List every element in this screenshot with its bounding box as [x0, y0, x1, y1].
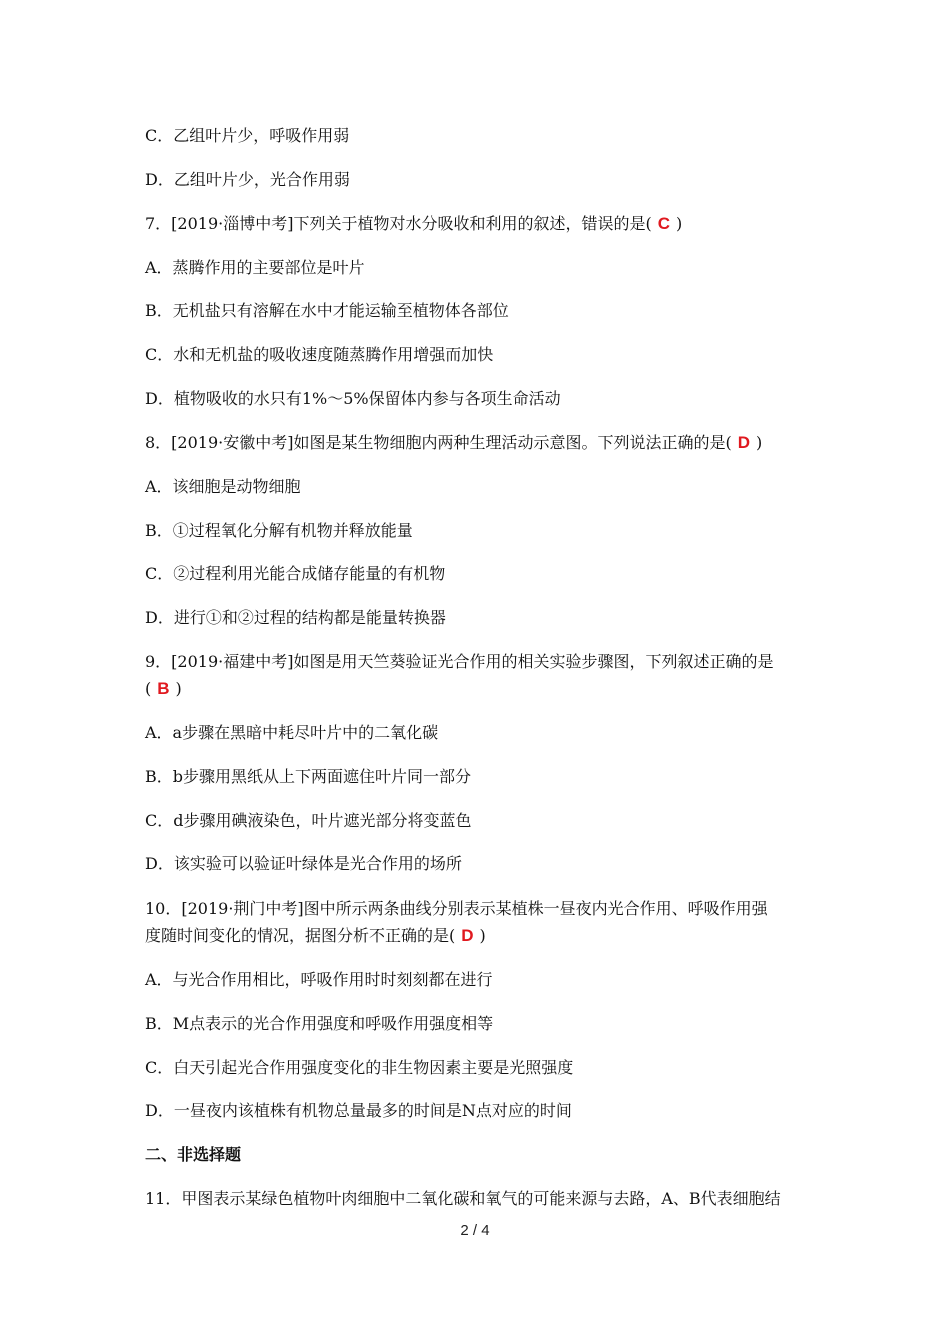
q9-answer: B	[157, 679, 170, 698]
q9-close: )	[175, 679, 182, 698]
q7-close: )	[676, 214, 683, 233]
q9-stem-answer	[145, 677, 815, 701]
q7-stem-text: 7．[2019·淄博中考]下列关于植物对水分吸收和利用的叙述，错误的是(	[145, 214, 652, 233]
q10-stem-line1: 10．[2019·荆门中考]图中所示两条曲线分别表示某植株一昼夜内光合作用、呼吸作用强	[145, 899, 768, 918]
q8-close: )	[756, 433, 763, 452]
q8-option-c: C．②过程利用光能合成储存能量的有机物	[145, 564, 446, 583]
q9-option-b: B．b步骤用黑纸从上下两面遮住叶片同一部分	[145, 767, 472, 786]
q10-answer: D	[461, 926, 474, 945]
q9-option-d: D．该实验可以验证叶绿体是光合作用的场所	[145, 854, 462, 873]
q7-option-d: D．植物吸收的水只有1%～5%保留体内参与各项生命活动	[145, 389, 561, 408]
q10-stem-line2	[145, 924, 815, 948]
q6-option-c: C．乙组叶片少，呼吸作用弱	[145, 126, 350, 145]
q7-option-a: A．蒸腾作用的主要部位是叶片	[145, 258, 365, 277]
q10-stem-text: 度随时间变化的情况，据图分析不正确的是(	[145, 926, 456, 945]
q7-option-b: B．无机盐只有溶解在水中才能运输至植物体各部位	[145, 301, 509, 320]
q9-option-c: C．d步骤用碘液染色，叶片遮光部分将变蓝色	[145, 811, 472, 830]
q8-option-b: B．①过程氧化分解有机物并释放能量	[145, 521, 413, 540]
page-number: 2 / 4	[460, 1222, 490, 1239]
q10-option-a: A．与光合作用相比，呼吸作用时时刻刻都在进行	[145, 970, 493, 989]
q10-option-c: C．白天引起光合作用强度变化的非生物因素主要是光照强度	[145, 1058, 574, 1077]
q10-close: )	[479, 926, 486, 945]
q7-option-c: C．水和无机盐的吸收速度随蒸腾作用增强而加快	[145, 345, 494, 364]
q8-answer: D	[737, 433, 750, 452]
q9-stem: 9．[2019·福建中考]如图是用天竺葵验证光合作用的相关实验步骤图，下列叙述正确的是	[145, 652, 774, 671]
q10-option-d: D．一昼夜内该植株有机物总量最多的时间是N点对应的时间	[145, 1101, 572, 1120]
q9-open: (	[145, 679, 152, 698]
q11-stem-line1: 11．甲图表示某绿色植物叶肉细胞中二氧化碳和氧气的可能来源与去路，A、B代表细胞结	[145, 1189, 781, 1208]
q8-stem	[145, 431, 815, 455]
q10-option-b: B．M点表示的光合作用强度和呼吸作用强度相等	[145, 1014, 494, 1033]
section-heading-nonchoice: 二、非选择题	[145, 1145, 242, 1164]
q7-stem	[145, 212, 815, 236]
q9-option-a: A．a步骤在黑暗中耗尽叶片中的二氧化碳	[145, 723, 439, 742]
q8-stem-text: 8．[2019·安徽中考]如图是某生物细胞内两种生理活动示意图。下列说法正确的是(	[145, 433, 732, 452]
q8-option-d: D．进行①和②过程的结构都是能量转换器	[145, 608, 446, 627]
q8-option-a: A．该细胞是动物细胞	[145, 477, 301, 496]
q6-option-d: D．乙组叶片少，光合作用弱	[145, 170, 350, 189]
q7-answer: C	[657, 214, 670, 233]
